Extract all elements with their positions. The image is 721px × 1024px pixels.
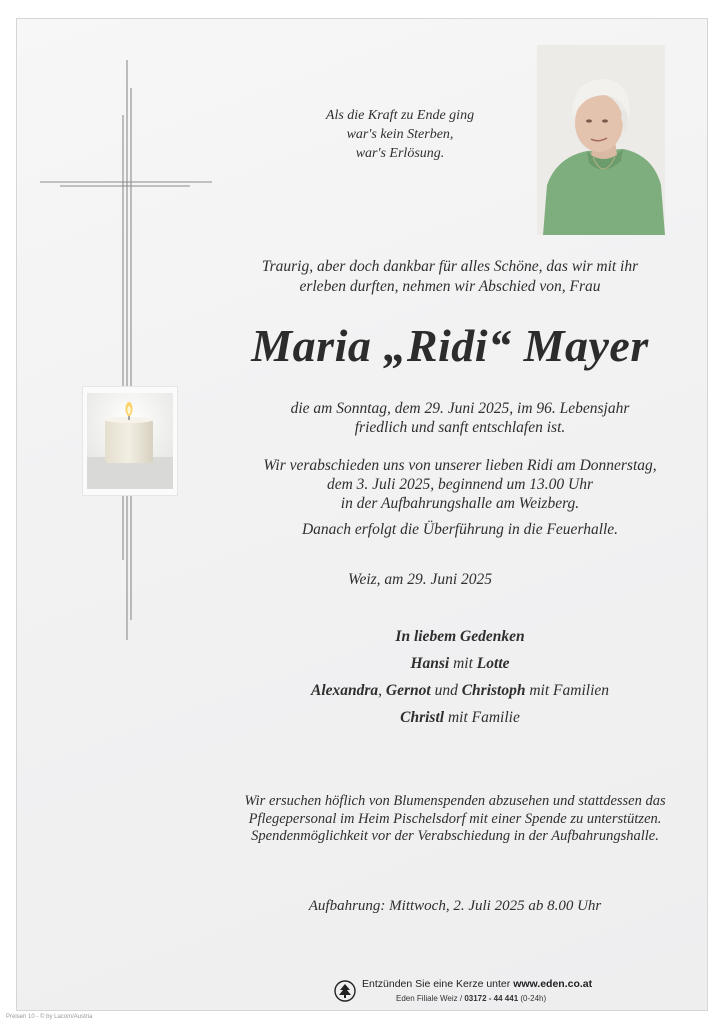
footer-branch: Eden Filiale Weiz / — [396, 994, 465, 1003]
intro-text — [230, 257, 670, 297]
deceased-name: Maria „Ridi“ Mayer — [251, 320, 649, 371]
signers-heading: In liebem Gedenken — [395, 628, 525, 645]
signer-conj: und — [434, 682, 458, 699]
signer-name: Christoph — [461, 682, 526, 699]
motto-line: Als die Kraft zu Ende ging — [325, 108, 475, 123]
footer-url-link[interactable]: www.eden.co.at — [513, 978, 593, 990]
request-line: Wir ersuchen höflich von Blumenspenden abzusehen und stattdessen das — [244, 793, 666, 809]
intro-line: erleben durften, nehmen wir Abschied von, Frau — [299, 278, 601, 295]
footer-candle-line — [362, 978, 592, 990]
motto-line: war's Erlösung. — [355, 146, 445, 161]
death-line: die am Sonntag, dem 29. Juni 2025, im 96. Lebensjahr — [290, 400, 630, 417]
death-line: friedlich und sanft entschlafen ist. — [354, 419, 566, 436]
signer-name: Hansi — [410, 655, 450, 672]
signer-name: Gernot — [385, 682, 431, 699]
portrait-icon — [537, 45, 665, 235]
tree-icon — [334, 980, 356, 1002]
signer-tail: mit Familien — [529, 682, 610, 699]
footer-hours: (0-24h) — [518, 994, 547, 1003]
signers-block — [260, 623, 660, 731]
corner-note: Preisen 10 - © by Lacom/Austria — [6, 1014, 93, 1020]
motto-line: war's kein Sterben, — [346, 127, 454, 142]
footer-phone: 03172 - 44 441 — [464, 994, 519, 1003]
transfer-notice: Danach erfolgt die Überführung in die Feuerhalle. — [301, 521, 619, 538]
footer — [334, 978, 634, 1012]
signer-row — [260, 677, 660, 704]
signer-conj: mit — [453, 655, 473, 672]
footer-candle-text: Entzünden Sie eine Kerze unter — [362, 978, 514, 990]
cross-icon — [40, 60, 215, 645]
death-notice — [240, 399, 680, 437]
candle-icon — [83, 387, 177, 495]
portrait-photo — [537, 45, 665, 235]
signer-name: Alexandra — [310, 682, 379, 699]
request-line: Pflegepersonal im Heim Pischelsdorf mit einer Spende zu unterstützen. — [248, 810, 662, 827]
request-line: Spendenmöglichkeit vor der Verabschiedung in der Aufbahrungshalle. — [251, 828, 659, 844]
signer-tail: mit Familie — [447, 709, 520, 726]
farewell-line: dem 3. Juli 2025, beginnend um 13.00 Uhr — [326, 476, 594, 493]
intro-line: Traurig, aber doch dankbar für alles Schöne, das wir mit ihr — [261, 258, 639, 275]
signer-row — [260, 650, 660, 677]
candle-image — [82, 386, 178, 496]
signer-row — [260, 704, 660, 731]
signer-sep: , — [378, 682, 383, 699]
footer-contact-line — [396, 994, 546, 1003]
farewell-notice — [240, 456, 680, 513]
viewing-notice: Aufbahrung: Mittwoch, 2. Juli 2025 ab 8.00 Uhr — [308, 898, 602, 914]
signer-name: Lotte — [476, 655, 510, 672]
farewell-line: Wir verabschieden uns von unserer lieben Ridi am Donnerstag, — [263, 457, 657, 474]
place-date: Weiz, am 29. Juni 2025 — [347, 571, 493, 588]
farewell-line: in der Aufbahrungshalle am Weizberg. — [340, 495, 580, 512]
donation-request — [230, 793, 680, 846]
motto-verse — [300, 106, 500, 163]
signer-name: Christl — [400, 709, 445, 726]
